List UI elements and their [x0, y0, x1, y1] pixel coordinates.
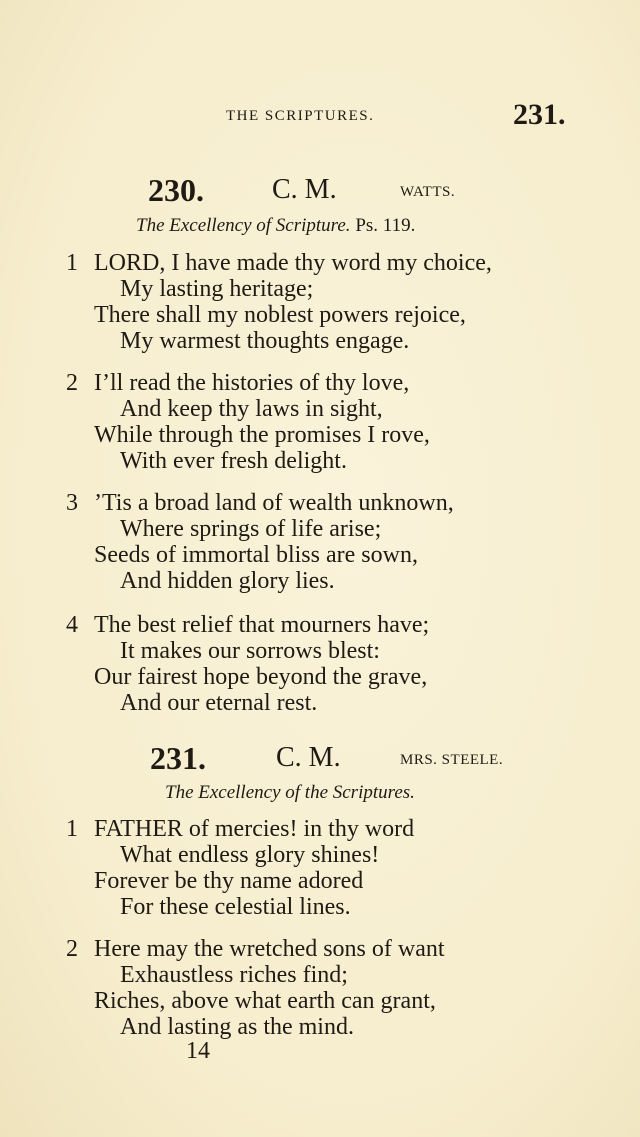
hymn-meter: C. M.: [272, 174, 337, 205]
verse-line: While through the promises I rove,: [94, 422, 430, 448]
running-head: THE SCRIPTURES.: [226, 108, 375, 124]
hymn-heading: [0, 740, 640, 780]
verse-line: And hidden glory lies.: [120, 568, 335, 594]
verse-line: There shall my noblest powers rejoice,: [94, 302, 466, 328]
verse-line: Here may the wretched sons of want: [94, 936, 445, 962]
hymn-meter: C. M.: [276, 742, 341, 773]
verse-line: LORD, I have made thy word my choice,: [94, 250, 492, 276]
stanza-number: 1: [66, 816, 78, 842]
stanza-number: 3: [66, 490, 78, 516]
stanza-number: 1: [66, 250, 78, 276]
verse-line: Exhaustless riches find;: [120, 962, 348, 988]
verse-line: My warmest thoughts engage.: [120, 328, 410, 354]
stanza-number: 2: [66, 936, 78, 962]
verse-line: With ever fresh delight.: [120, 448, 347, 474]
hymn-author: MRS. STEELE.: [400, 752, 504, 768]
verse-line: And keep thy laws in sight,: [120, 396, 383, 422]
folio-signature: 14: [186, 1038, 210, 1064]
verse-line: FATHER of mercies! in thy word: [94, 816, 415, 842]
verse-line: Where springs of life arise;: [120, 516, 382, 542]
verse-line: ’Tis a broad land of wealth unknown,: [94, 490, 454, 516]
hymn-heading: [0, 172, 640, 212]
verse-line: It makes our sorrows blest:: [120, 638, 380, 664]
verse-line: For these celestial lines.: [120, 894, 351, 920]
verse-line: And lasting as the mind.: [120, 1014, 354, 1040]
subtitle-text: The Excellency of the Scriptures.: [165, 782, 415, 803]
scripture-reference: Ps. 119.: [355, 215, 416, 236]
hymn-subtitle: [165, 782, 415, 804]
subtitle-text: The Excellency of Scripture.: [136, 215, 351, 236]
hymn-number: 230.: [148, 172, 204, 208]
hymn-subtitle: [136, 215, 415, 237]
verse-line: Forever be thy name adored: [94, 868, 364, 894]
verse-line: The best relief that mourners have;: [94, 612, 430, 638]
stanza-number: 4: [66, 612, 78, 638]
page-number: 231.: [513, 98, 566, 131]
hymn-author: WATTS.: [400, 184, 456, 200]
verse-line: And our eternal rest.: [120, 690, 318, 716]
hymn-number: 231.: [150, 740, 206, 776]
verse-line: I’ll read the histories of thy love,: [94, 370, 410, 396]
verse-line: Our fairest hope beyond the grave,: [94, 664, 428, 690]
verse-line: What endless glory shines!: [120, 842, 380, 868]
verse-line: Riches, above what earth can grant,: [94, 988, 436, 1014]
verse-line: My lasting heritage;: [120, 276, 314, 302]
stanza-number: 2: [66, 370, 78, 396]
verse-line: Seeds of immortal bliss are sown,: [94, 542, 418, 568]
